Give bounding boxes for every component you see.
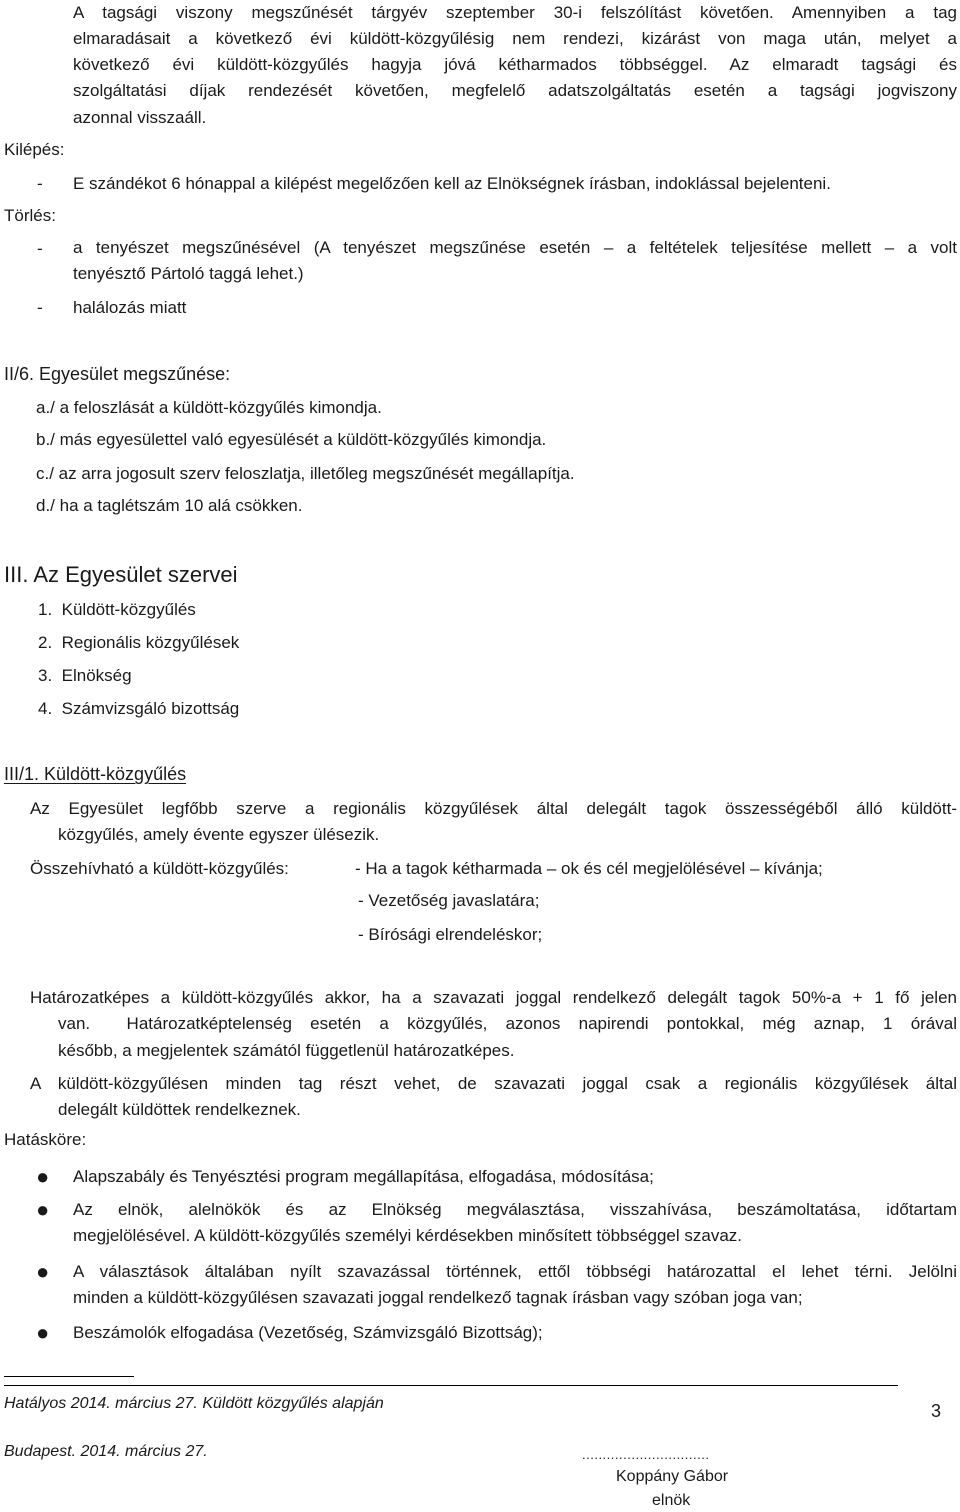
paragraph-line: Az Egyesület legfőbb szerve a regionális közgyűlések által delegált tagok összességéből álló küldött- [30,799,957,818]
signatory-title: elnök [652,1492,691,1509]
intro-line: elmaradásait a következő évi küldött-közgyűlésig nem rendezi, kizárást von maga után, melyet a [73,29,957,48]
paragraph-line: A küldött-közgyűlésen minden tag részt vehet, de szavazati joggal csak a regionális közgyűlések által [30,1074,957,1093]
list-item: b./ más egyesülettel való egyesülését a küldött-közgyűlés kimondja. [36,430,547,449]
organ-item: 2. Regionális közgyűlések [38,633,240,652]
convene-item: - Bírósági elrendeléskor; [358,925,543,944]
bullet-icon: ● [36,1259,50,1284]
organ-item: 1. Küldött-közgyűlés [38,600,196,619]
footnote-divider [4,1376,134,1377]
footer-place-date: Budapest. 2014. március 27. [4,1443,208,1460]
intro-line: A tagsági viszony megszűnését tárgyév szeptember 30-i felszólítást követően. Amennyiben a tag [73,3,957,22]
paragraph-line: delegált küldöttek rendelkeznek. [58,1100,301,1119]
footer-effective-text: Hatályos 2014. március 27. Küldött közgyűlés alapján [4,1395,384,1412]
list-item: d./ ha a taglétszám 10 alá csökken. [36,496,303,515]
torles-label: Törlés: [4,206,56,225]
organ-item: 3. Elnökség [38,666,132,685]
convene-item: - Vezetőség javaslatára; [358,891,540,910]
powers-label: Hatásköre: [4,1130,87,1149]
torles-item: halálozás miatt [73,298,187,317]
signatory-name: Koppány Gábor [616,1468,729,1485]
bullet-icon: ● [36,1197,50,1222]
power-item: Beszámolók elfogadása (Vezetőség, Számvizsgáló Bizottság); [73,1323,543,1342]
section-heading: III. Az Egyesület szervei [4,562,238,587]
torles-item-line: tenyésztő Pártoló taggá lehet.) [73,264,304,283]
dash-marker: - [37,239,43,258]
kilepes-label: Kilépés: [4,140,65,159]
footer-divider [4,1385,898,1386]
convene-label: Összehívható a küldött-közgyűlés: [30,859,289,878]
intro-line: szolgáltatási díjak rendezését követően, megfelelő adatszolgáltatás esetén a tagsági jogviszony [73,81,957,100]
section-heading: III/1. Küldött-közgyűlés [4,764,187,784]
intro-line: következő évi küldött-közgyűlés hagyja jóvá kétharmados többséggel. Az elmaradt tagsági és [73,55,957,74]
dash-marker: - [37,174,43,193]
page-number: 3 [931,1401,942,1421]
bullet-icon: ● [36,1164,50,1189]
kilepes-item: E szándékot 6 hónappal a kilépést megelőzően kell az Elnökségnek írásban, indoklással bejelenteni. [73,174,831,193]
power-item: A választások általában nyílt szavazással történnek, ettől többségi határozattal el lehet térni. Jelölni [73,1262,957,1281]
intro-line: azonnal visszaáll. [73,108,207,127]
power-item: megjelölésével. A küldött-közgyűlés személyi kérdésekben minősített többséggel szavaz. [73,1226,743,1245]
bullet-icon: ● [36,1320,50,1345]
list-item: c./ az arra jogosult szerv feloszlatja, illetőleg megszűnését megállapítja. [36,464,575,483]
convene-item: - Ha a tagok kétharmada – ok és cél megjelölésével – kívánja; [355,859,823,878]
dash-marker: - [37,298,43,317]
torles-item-line: a tenyészet megszűnésével (A tenyészet megszűnése esetén – a feltételek teljesítése mellett – a volt [73,238,957,257]
power-item: Alapszabály és Tenyésztési program megállapítása, elfogadása, módosítása; [73,1167,654,1186]
signature-line: ............................... [582,1447,710,1462]
section-heading: II/6. Egyesület megszűnése: [4,364,231,384]
power-item: minden a küldött-közgyűlésen szavazati joggal rendelkező tagnak írásban vagy szóban joga van; [73,1288,803,1307]
paragraph-line: Határozatképes a küldött-közgyűlés akkor, ha a szavazati joggal rendelkező delegált tagok 50%-a + 1 fő jelen [30,988,957,1007]
paragraph-line: van. Határozatképtelenség esetén a közgyűlés, azonos napirendi pontokkal, még aznap, 1 órával [58,1014,957,1033]
list-item: a./ a feloszlását a küldött-közgyűlés kimondja. [36,398,382,417]
power-item: Az elnök, alelnökök és az Elnökség megválasztása, visszahívása, beszámoltatása, időtartam [73,1200,957,1219]
paragraph-line: közgyűlés, amely évente egyszer ülésezik. [58,825,380,844]
paragraph-line: később, a megjelentek számától függetlenül határozatképes. [58,1041,515,1060]
organ-item: 4. Számvizsgáló bizottság [38,699,240,718]
